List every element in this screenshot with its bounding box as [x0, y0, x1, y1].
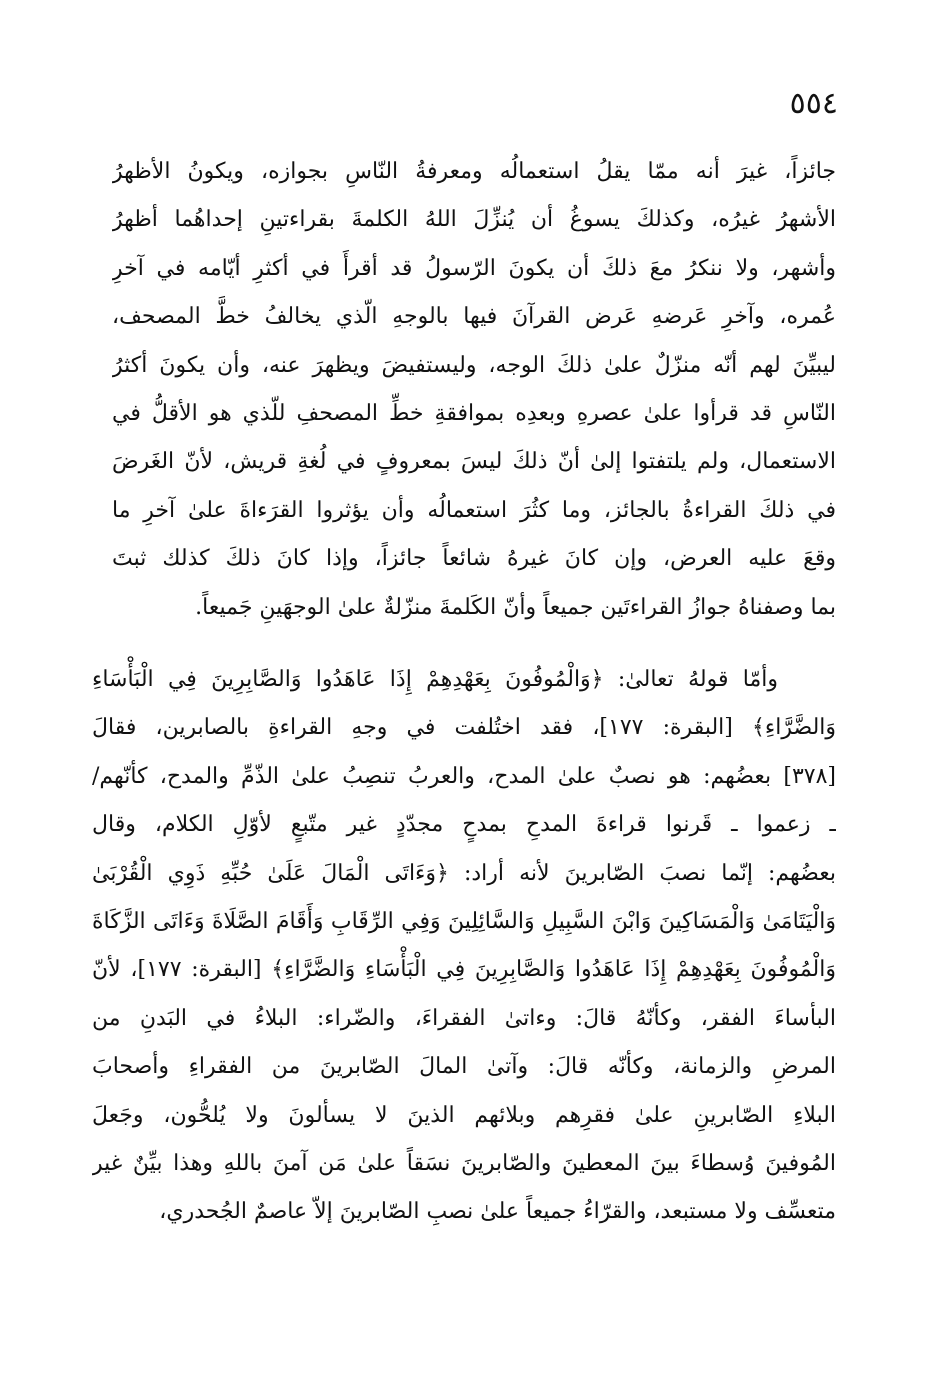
text-line: المُوفينَ وُسطاءَ بينَ المعطينَ والصّابرينَ نسَقاً علىٰ مَن آمنَ باللهِ وهذا بيِّنٌ غير: [92, 1150, 836, 1176]
text-line: وقعَ عليه العرض، وإن كانَ غيرهُ شائعاً جائزاً، وإذا كانَ ذلكَ كذلك ثبتَ: [112, 546, 836, 572]
paragraph-2: [92, 656, 836, 1237]
text-line: في ذلكَ القراءةُ بالجائز، وما كثُرَ استعمالُه وأن يؤثروا القرَءاةَ علىٰ آخرِ ما: [112, 497, 836, 523]
text-line: عُمره، وآخرِ عَرضهِ عَرض القرآنَ فيها بالوجهِ الّذي يخالفُ خطَّ المصحف،: [112, 304, 836, 330]
quran-verse-line: وَالْمُوفُونَ بِعَهْدِهِمْ إِذَا عَاهَدُوا وَالصَّابِرِينَ فِي الْبَأْسَاءِ وَالضَّرَّاءِ﴾ [البقرة: ١٧٧]، لأنّ: [92, 957, 836, 983]
page-number: ٥٥٤: [789, 86, 838, 121]
paragraph-1: [112, 148, 836, 632]
text-line: البلاءِ الصّابرينِ علىٰ فقرِهم وبلائهم الذينَ لا يسألونَ ولا يُلحُّون، وجَعلَ: [92, 1102, 836, 1128]
text-line: البأساءَ الفقر، وكأنّهُ قالَ: وءاتىٰ الفقراءَ، والضّراء: البلاءُ في البَدنِ من: [92, 1005, 836, 1031]
text-line: بعضُهم: إنّما نصبَ الصّابرينَ لأنه أراد: ﴿وَءَاتَى الْمَالَ عَلَىٰ حُبِّهِ ذَوِي الْقُرْبَىٰ: [92, 860, 836, 886]
text-line: ـ زعموا ـ قَرنوا قراءةَ المدحِ بمدحٍ مجدّدٍ غير متّبعٍ لأوّلِ الكلام، وقال: [92, 812, 836, 838]
text-line: وَالضَّرَّاءِ﴾ [البقرة: ١٧٧]، فقد اختُلفت في وجهِ القراءةِ بالصابرين، فقالَ: [92, 715, 836, 741]
text-line: الاستعمال، ولم يلتفتوا إلىٰ أنّ ذلكَ ليسَ بمعروفٍ في لُغةِ قريش، لأنّ الغَرضَ: [112, 449, 836, 475]
text-line: [٣٧٨] بعضُهم: هو نصبٌ علىٰ المدح، والعربُ تنصِبُ علىٰ الذّمِّ والمدح، كأنّهم/: [92, 763, 836, 789]
text-line: ليبيِّنَ لهم أنّه منزّلٌ علىٰ ذلكَ الوجه، وليستفيضَ ويظهرَ عنه، وأن يكونَ أكثرُ: [112, 352, 836, 378]
text-line: جائزاً، غيرَ أنه ممّا يقلُ استعمالُه ومعرفةُ النّاسِ بجوازه، ويكونُ الأظهرُ: [112, 159, 836, 184]
text-line: وأمّا قولهُ تعالىٰ: ﴿وَالْمُوفُونَ بِعَهْدِهِمْ إِذَا عَاهَدُوا وَالصَّابِرِينَ فِي الْبَأْسَاءِ: [92, 667, 778, 692]
text-line: النّاسِ قد قرأوا علىٰ عصرهِ وبعدِه بموافقةِ خطِّ المصحفِ للّذي هو الأقلُّ في: [112, 400, 836, 426]
text-line: متعسِّف ولا مستبعد، والقرّاءُ جميعاً علىٰ نصبِ الصّابرينَ إلاّ عاصمٌ الجُحدري،: [159, 1199, 836, 1225]
text-line: بما وصفناهُ جوازُ القراءتَين جميعاً وأنّ الكَلمةَ منزّلةٌ علىٰ الوجهَينِ جَميعاً.: [195, 594, 836, 620]
text-line: وأشهر، ولا ننكرُ معَ ذلكَ أن يكونَ الرّسولُ قد أقرأَ في أكثرِ أيّامه في آخرِ: [112, 255, 836, 281]
quran-verse-line: وَالْيَتَامَىٰ وَالْمَسَاكِينَ وَابْنَ السَّبِيلِ وَالسَّائِلِينَ وَفِي الرِّقَابِ وَأَقَامَ الصَّلَاةَ وَءَاتَى الزَّكَاةَ: [92, 908, 836, 934]
text-line: المرضِ والزمانة، وكأنّه قالَ: وآتىٰ المالَ الصّابرينَ من الفقراءِ وأصحابَ: [92, 1054, 836, 1080]
text-line: الأشهرُ غيرُه، وكذلكَ يسوغُ أن يُنزِّلَ اللهُ الكلمةَ بقراءتينِ إحداهُما أظهرُ: [112, 207, 836, 233]
